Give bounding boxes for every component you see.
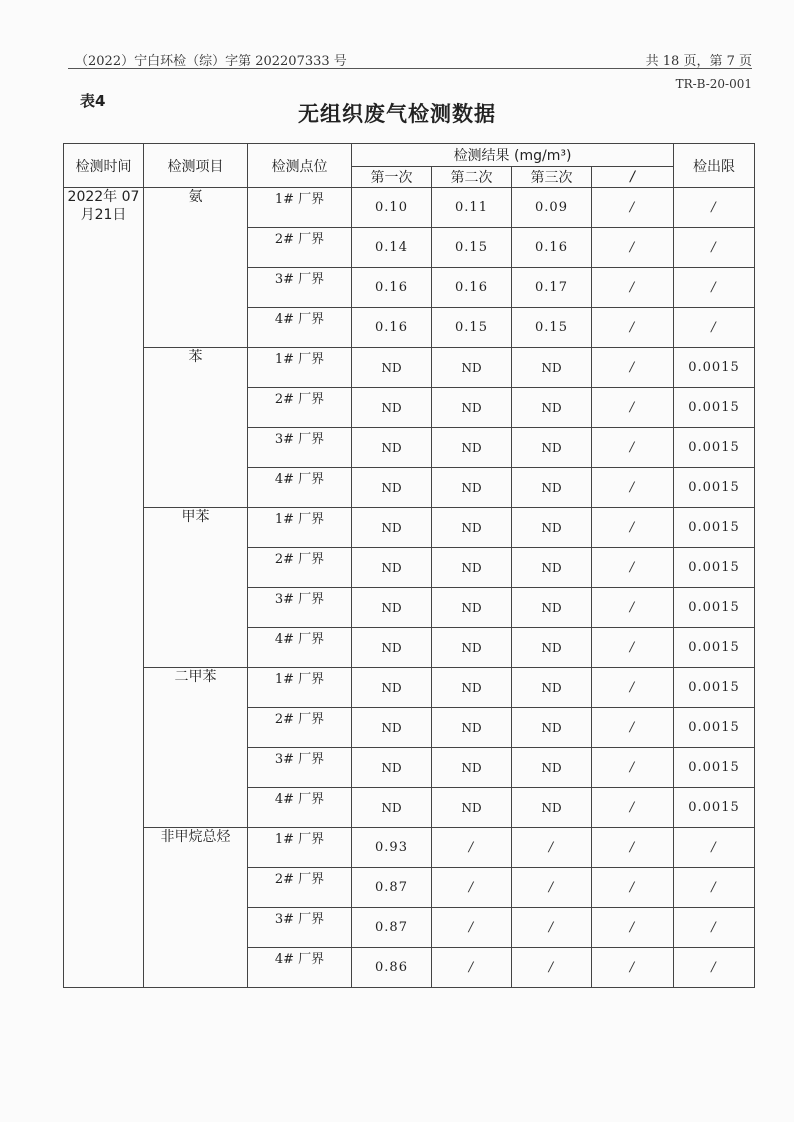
detection-limit: /: [674, 908, 755, 948]
header-round-4: /: [592, 167, 674, 188]
detection-limit: 0.0015: [674, 748, 755, 788]
test-point: [248, 708, 352, 748]
result-value: /: [592, 708, 674, 748]
result-value: ND: [512, 668, 592, 708]
result-value: /: [432, 908, 512, 948]
detection-limit: /: [674, 188, 755, 228]
point-number: 2#: [274, 712, 294, 727]
result-value: /: [592, 268, 674, 308]
table-body: [64, 188, 755, 988]
point-number: 2#: [274, 552, 294, 567]
test-item: 甲苯: [144, 508, 248, 668]
test-point: [248, 588, 352, 628]
detection-limit: 0.0015: [674, 708, 755, 748]
test-point: [248, 788, 352, 828]
result-value: ND: [432, 668, 512, 708]
result-value: ND: [512, 708, 592, 748]
page-title: 无组织废气检测数据: [298, 102, 496, 126]
header-divider: [68, 68, 752, 69]
header-round-2: 第二次: [432, 167, 512, 188]
result-value: /: [592, 868, 674, 908]
result-value: 0.17: [512, 268, 592, 308]
result-value: ND: [432, 508, 512, 548]
result-value: ND: [432, 788, 512, 828]
point-number: 3#: [274, 432, 294, 447]
result-value: ND: [432, 468, 512, 508]
result-value: 0.11: [432, 188, 512, 228]
result-value: ND: [352, 548, 432, 588]
point-location: 厂界: [298, 392, 325, 407]
result-value: ND: [432, 428, 512, 468]
report-number: （2022）宁白环检（综）字第 202207333 号: [75, 54, 347, 69]
header-round-1: 第一次: [352, 167, 432, 188]
point-location: 厂界: [298, 432, 325, 447]
point-number: 4#: [274, 312, 294, 327]
result-value: /: [432, 828, 512, 868]
test-point: [248, 508, 352, 548]
point-location: 厂界: [298, 232, 325, 247]
result-value: 0.16: [512, 228, 592, 268]
result-value: /: [512, 828, 592, 868]
test-point: [248, 748, 352, 788]
result-value: ND: [432, 628, 512, 668]
header-time: 检测时间: [64, 144, 144, 188]
detection-limit: 0.0015: [674, 468, 755, 508]
point-location: 厂界: [298, 192, 325, 207]
result-value: ND: [512, 788, 592, 828]
point-location: 厂界: [298, 952, 325, 967]
header-item: 检测项目: [144, 144, 248, 188]
point-location: 厂界: [298, 752, 325, 767]
result-value: ND: [352, 348, 432, 388]
header-point: 检测点位: [248, 144, 352, 188]
result-value: /: [592, 908, 674, 948]
result-value: ND: [352, 708, 432, 748]
result-value: 0.16: [352, 268, 432, 308]
detection-limit: /: [674, 868, 755, 908]
point-number: 2#: [274, 232, 294, 247]
test-item: 苯: [144, 348, 248, 508]
point-location: 厂界: [298, 912, 325, 927]
point-location: 厂界: [298, 792, 325, 807]
result-value: 0.15: [432, 228, 512, 268]
table-row: [64, 828, 755, 868]
point-number: 1#: [274, 512, 294, 527]
result-value: 0.09: [512, 188, 592, 228]
point-location: 厂界: [298, 552, 325, 567]
result-value: ND: [512, 388, 592, 428]
result-value: ND: [432, 388, 512, 428]
point-number: 1#: [274, 192, 294, 207]
result-value: 0.16: [352, 308, 432, 348]
detection-limit: 0.0015: [674, 428, 755, 468]
detection-limit: /: [674, 308, 755, 348]
result-value: /: [432, 868, 512, 908]
test-item: 二甲苯: [144, 668, 248, 828]
result-value: /: [512, 908, 592, 948]
detection-limit: 0.0015: [674, 508, 755, 548]
point-number: 3#: [274, 752, 294, 767]
point-number: 3#: [274, 272, 294, 287]
test-point: [248, 468, 352, 508]
result-value: ND: [512, 628, 592, 668]
point-location: 厂界: [298, 632, 325, 647]
detection-limit: 0.0015: [674, 588, 755, 628]
point-number: 4#: [274, 792, 294, 807]
result-value: /: [592, 588, 674, 628]
result-value: /: [592, 748, 674, 788]
result-value: ND: [432, 588, 512, 628]
point-number: 4#: [274, 472, 294, 487]
result-value: 0.16: [432, 268, 512, 308]
result-value: /: [592, 348, 674, 388]
result-value: ND: [352, 468, 432, 508]
test-point: [248, 828, 352, 868]
result-value: /: [592, 828, 674, 868]
result-value: ND: [352, 428, 432, 468]
point-number: 4#: [274, 952, 294, 967]
point-location: 厂界: [298, 312, 325, 327]
point-number: 1#: [274, 672, 294, 687]
result-value: ND: [352, 388, 432, 428]
detection-limit: 0.0015: [674, 668, 755, 708]
result-value: 0.15: [512, 308, 592, 348]
test-point: [248, 548, 352, 588]
point-location: 厂界: [298, 832, 325, 847]
result-value: ND: [352, 508, 432, 548]
result-value: /: [512, 948, 592, 988]
form-code: TR-B-20-001: [675, 77, 752, 91]
test-date: 2022年 07月21日: [64, 188, 144, 988]
point-number: 1#: [274, 832, 294, 847]
result-value: /: [592, 188, 674, 228]
point-location: 厂界: [298, 272, 325, 287]
header-round-3: 第三次: [512, 167, 592, 188]
test-point: [248, 868, 352, 908]
detection-limit: /: [674, 948, 755, 988]
result-value: ND: [512, 508, 592, 548]
result-value: 0.86: [352, 948, 432, 988]
test-point: [248, 348, 352, 388]
test-point: [248, 308, 352, 348]
test-item: 非甲烷总烃: [144, 828, 248, 988]
monitoring-data-table: [63, 143, 755, 988]
page-info: 共 18 页，第 7 页: [645, 54, 752, 69]
result-value: /: [592, 548, 674, 588]
detection-limit: 0.0015: [674, 788, 755, 828]
result-value: ND: [352, 668, 432, 708]
result-value: ND: [352, 588, 432, 628]
result-value: ND: [512, 748, 592, 788]
detection-limit: 0.0015: [674, 548, 755, 588]
result-value: 0.14: [352, 228, 432, 268]
detection-limit: /: [674, 228, 755, 268]
result-value: /: [592, 948, 674, 988]
result-value: 0.10: [352, 188, 432, 228]
detection-limit: /: [674, 828, 755, 868]
result-value: /: [512, 868, 592, 908]
test-point: [248, 268, 352, 308]
test-point: [248, 228, 352, 268]
detection-limit: 0.0015: [674, 628, 755, 668]
detection-limit: 0.0015: [674, 348, 755, 388]
test-point: [248, 948, 352, 988]
result-value: ND: [432, 548, 512, 588]
table-label: 表4: [80, 92, 106, 110]
result-value: /: [592, 468, 674, 508]
point-number: 3#: [274, 912, 294, 927]
test-item: 氨: [144, 188, 248, 348]
result-value: ND: [432, 748, 512, 788]
result-value: ND: [352, 788, 432, 828]
result-value: ND: [352, 628, 432, 668]
test-point: [248, 668, 352, 708]
point-number: 2#: [274, 872, 294, 887]
result-value: 0.87: [352, 868, 432, 908]
table-row: [64, 668, 755, 708]
point-location: 厂界: [298, 872, 325, 887]
point-location: 厂界: [298, 472, 325, 487]
test-point: [248, 388, 352, 428]
header-results: 检测结果 (mg/m³): [352, 144, 674, 167]
result-value: ND: [352, 748, 432, 788]
result-value: ND: [512, 348, 592, 388]
header-limit: 检出限: [674, 144, 755, 188]
result-value: ND: [512, 548, 592, 588]
result-value: /: [432, 948, 512, 988]
point-number: 4#: [274, 632, 294, 647]
result-value: 0.15: [432, 308, 512, 348]
result-value: ND: [432, 708, 512, 748]
result-value: /: [592, 228, 674, 268]
point-location: 厂界: [298, 592, 325, 607]
point-number: 2#: [274, 392, 294, 407]
result-value: /: [592, 508, 674, 548]
detection-limit: 0.0015: [674, 388, 755, 428]
table-row: [64, 348, 755, 388]
result-value: ND: [512, 588, 592, 628]
result-value: /: [592, 308, 674, 348]
point-number: 1#: [274, 352, 294, 367]
result-value: ND: [512, 468, 592, 508]
test-point: [248, 428, 352, 468]
result-value: /: [592, 668, 674, 708]
result-value: 0.93: [352, 828, 432, 868]
test-point: [248, 908, 352, 948]
table-row: [64, 188, 755, 228]
test-point: [248, 628, 352, 668]
result-value: /: [592, 628, 674, 668]
point-number: 3#: [274, 592, 294, 607]
result-value: /: [592, 388, 674, 428]
detection-limit: /: [674, 268, 755, 308]
result-value: /: [592, 788, 674, 828]
point-location: 厂界: [298, 712, 325, 727]
result-value: ND: [512, 428, 592, 468]
result-value: ND: [432, 348, 512, 388]
result-value: 0.87: [352, 908, 432, 948]
table-row: [64, 508, 755, 548]
point-location: 厂界: [298, 672, 325, 687]
point-location: 厂界: [298, 512, 325, 527]
point-location: 厂界: [298, 352, 325, 367]
test-point: [248, 188, 352, 228]
result-value: /: [592, 428, 674, 468]
